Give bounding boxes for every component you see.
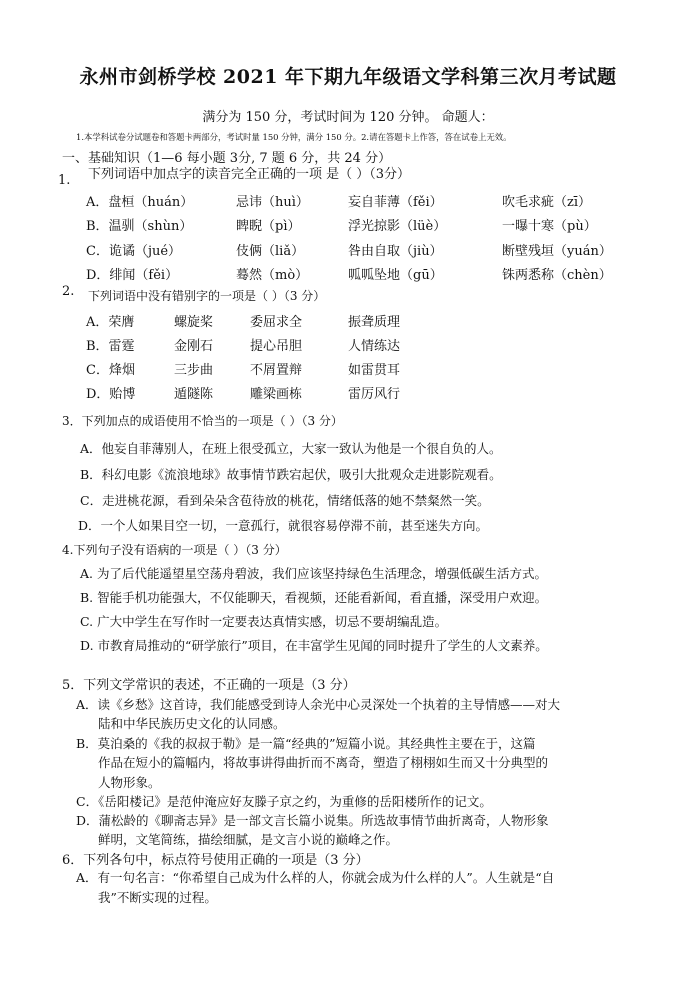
q1-option-b-2: 睥睨（pì） <box>236 219 301 234</box>
q1-number: 1. <box>58 173 71 188</box>
q2-option-c-2: 三步曲 <box>174 363 214 378</box>
q1-option-b-4: 一曝十寒（pù） <box>502 219 597 234</box>
q1-option-a-2: 忌讳（huì） <box>236 195 309 210</box>
q2-option-b-2: 金刚石 <box>174 339 214 354</box>
q1-option-a-3: 妄自菲薄（fěi） <box>348 195 443 210</box>
q4-option-a: A. 为了后代能遥望星空荡舟碧波，我们应该坚持绿色生活理念，增强低碳生活方式。 <box>80 566 547 581</box>
q2-option-b-1: B．雷霆 <box>86 339 135 354</box>
q1-option-a-4: 吹毛求疵（zī） <box>502 195 592 210</box>
q6-line: 我”不断实现的过程。 <box>98 890 217 905</box>
q2-option-d-3: 雕梁画栋 <box>250 387 303 402</box>
q3-option-a: A．他妄自菲薄别人，在班上很受孤立，大家一致认为他是一个很自负的人。 <box>80 441 502 456</box>
q6-line: A．有一句名言：“你希望自己成为什么样的人，你就会成为什么样的人”。人生就是“自 <box>76 870 555 885</box>
q2-option-a-1: A．荣膺 <box>86 315 135 330</box>
q1-option-d-4: 铢两悉称（chèn） <box>502 268 612 283</box>
q2-option-c-3: 不屑置辩 <box>250 363 303 378</box>
q5-line: 鲜明，文笔简练，描绘细腻，是文言小说的巅峰之作。 <box>98 832 399 847</box>
q1-option-c-4: 断壁残垣（yuán） <box>502 244 612 259</box>
q4-stem: 4.下列句子没有语病的一项是（ ）（3 分） <box>62 543 287 557</box>
q5-line: 人物形象。 <box>98 775 161 790</box>
q5-line: A．读《乡愁》这首诗，我们能感受到诗人余光中心灵深处一个执着的主导情感——对大 <box>76 697 561 712</box>
q2-option-a-2: 螺旋桨 <box>174 315 214 330</box>
q5-stem: 5．下列文学常识的表述，不正确的一项是（3 分） <box>62 678 356 693</box>
q4-option-b: B. 智能手机功能强大，不仅能聊天，看视频，还能看新闻，看直播，深受用户欢迎。 <box>80 590 548 605</box>
q2-option-c-1: C．烽烟 <box>86 363 135 378</box>
q3-stem: 3．下列加点的成语使用不恰当的一项是（ ）（3 分） <box>62 414 343 428</box>
q2-option-a-3: 委屈求全 <box>250 315 303 330</box>
q2-stem: 下列词语中没有错别字的一项是（ ）（3 分） <box>88 289 326 303</box>
q4-option-d: D. 市教育局推动的“研学旅行”项目，在丰富学生见闻的同时提升了学生的人文素养。 <box>80 638 548 653</box>
section-heading: 一、基础知识（1—6 每小题 3分, 7 题 6 分，共 24 分） <box>62 151 392 166</box>
q1-option-c-1: C．诡谲（jué） <box>86 244 182 259</box>
q4-option-c: C. 广大中学生在写作时一定要表达真情实感，切忌不要胡编乱造。 <box>80 614 448 629</box>
q3-option-d: D．一个人如果目空一切，一意孤行，就很容易停滞不前，甚至迷失方向。 <box>78 518 489 533</box>
q5-line: 作品在短小的篇幅内，将故事讲得曲折而不离奇，塑造了栩栩如生而又十分典型的 <box>98 755 549 770</box>
q1-option-b-1: B．温驯（shùn） <box>86 219 193 234</box>
q3-option-c: C．走进桃花源，看到朵朵含苞待放的桃花，情绪低落的她不禁粲然一笑。 <box>80 493 490 508</box>
q1-option-d-2: 蓦然（mò） <box>236 268 309 283</box>
q6-stem: 6．下列各句中，标点符号使用正确的一项是（3 分） <box>62 853 369 868</box>
q1-option-b-3: 浮光掠影（lüè） <box>348 219 447 234</box>
q5-line: C．《岳阳楼记》是范仲淹应好友滕子京之约，为重修的岳阳楼所作的记文。 <box>76 794 492 809</box>
q1-option-a-1: A．盘桓（huán） <box>86 195 194 210</box>
q1-option-d-3: 呱呱坠地（gū） <box>348 268 443 283</box>
q2-option-a-4: 振聋质理 <box>348 315 401 330</box>
q1-stem: 下列词语中加点字的读音完全正确的一项 是（ ）（3分） <box>88 167 411 182</box>
q3-option-b: B．科幻电影《流浪地球》故事情节跌宕起伏，吸引大批观众走进影院观看。 <box>80 467 502 482</box>
q2-option-d-4: 雷厉风行 <box>348 387 401 402</box>
exam-note: 1.本学科试卷分试题卷和答题卡两部分，考试时量 150 分钟，满分 150 分。2.请在答题卡上作答，答在试卷上无效。 <box>76 132 512 142</box>
q5-line: B．莫泊桑的《我的叔叔于勒》是一篇“经典的”短篇小说。其经典性主要在于，这篇 <box>76 736 536 751</box>
q2-option-d-1: D．贻博 <box>86 387 136 402</box>
page-title: 永州市剑桥学校 2021 年下期九年级语文学科第三次月考试题 <box>79 66 617 88</box>
q5-line: D．蒲松龄的《聊斋志异》是一部文言长篇小说集。所选故事情节曲折离奇，人物形象 <box>76 813 549 828</box>
q2-option-b-4: 人情练达 <box>348 339 401 354</box>
exam-info: 满分为 150 分，考试时间为 120 分钟。 命题人： <box>202 110 494 125</box>
q2-option-d-2: 遁隧陈 <box>174 387 214 402</box>
q2-number: 2. <box>62 284 75 299</box>
q2-option-c-4: 如雷贯耳 <box>348 363 401 378</box>
q5-line: 陆和中华民族历史文化的认同感。 <box>98 716 286 731</box>
q1-option-c-2: 伎俩（liǎ） <box>236 244 305 259</box>
q2-option-b-3: 提心吊胆 <box>250 339 303 354</box>
q1-option-c-3: 咎由自取（jiù） <box>348 244 443 259</box>
q1-option-d-1: D．绯闻（fěi） <box>86 268 179 283</box>
